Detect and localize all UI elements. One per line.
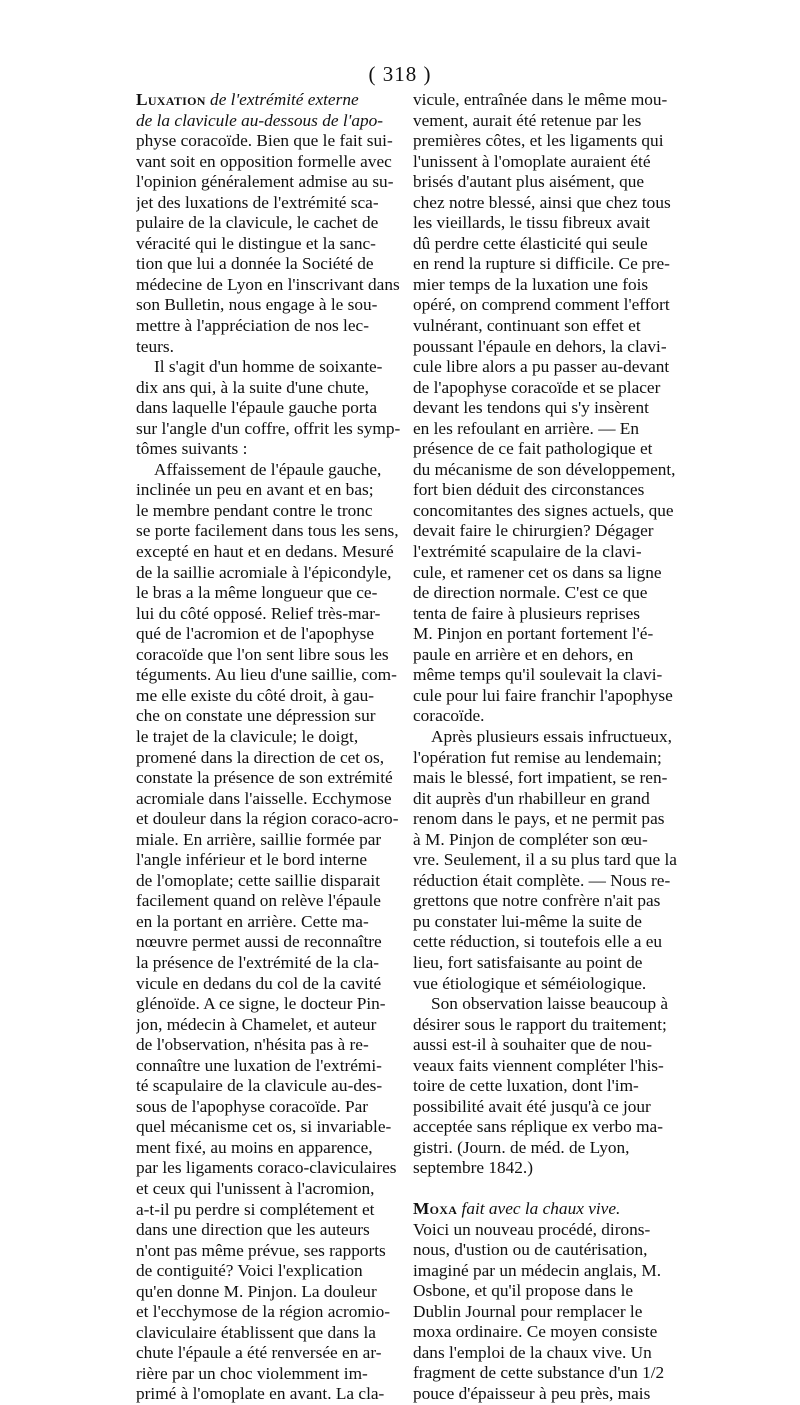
article-heading-luxation: Luxation — [136, 90, 206, 109]
text-line: ment fixé, au moins en apparence, — [136, 1137, 373, 1157]
text-line: devait faire le chirurgien? Dégager — [413, 521, 654, 541]
text-line: chez notre blessé, ainsi que chez tous — [413, 192, 671, 212]
text-line: même temps qu'il soulevait la clavi- — [413, 665, 663, 685]
text-line: tômes suivants : — [136, 439, 248, 459]
text-line: poussant l'épaule en dehors, la clavi- — [413, 336, 667, 356]
heading-subtitle: fait avec la chaux vive. — [461, 1198, 621, 1218]
text-line: dans une direction que les auteurs — [136, 1220, 370, 1240]
text-line: désirer sous le rapport du traitement; — [413, 1014, 667, 1034]
text-line: à M. Pinjon de compléter son œu- — [413, 829, 648, 849]
text-line: imaginé par un médecin anglais, M. — [413, 1260, 662, 1280]
text-line: dû perdre cette élasticité qui seule — [413, 233, 648, 253]
text-line: vement, aurait été retenue par les — [413, 110, 642, 130]
text-line: de l'omoplate; cette saillie disparait — [136, 870, 381, 890]
text-line: quel mécanisme cet os, si invariable- — [136, 1117, 392, 1137]
text-line: en la portant en arrière. Cette ma- — [136, 911, 369, 931]
text-line: gistri. (Journ. de méd. de Lyon, — [413, 1137, 630, 1157]
text-line: coracoïde que l'on sent libre sous les — [136, 644, 389, 664]
text-line: tion que lui a donnée la Société de — [136, 254, 374, 274]
page-number: ( 318 ) — [368, 62, 432, 86]
text-line: se porte facilement dans tous les sens, — [136, 521, 399, 541]
text-line: en rend la rupture si difficile. Ce pre- — [413, 254, 670, 274]
text-line: la présence de l'extrémité de la cla- — [136, 952, 379, 972]
text-line: possibilité avait été jusqu'à ce jour — [413, 1096, 651, 1116]
section-gap — [413, 1179, 677, 1199]
text-line: téguments. Au lieu d'une saillie, com- — [136, 665, 397, 685]
heading-subtitle: de l'extrémité externe — [210, 90, 359, 109]
text-line: septembre 1842.) — [413, 1158, 533, 1178]
text-line: premières côtes, et les ligaments qui — [413, 131, 664, 151]
text-line: claviculaire établissent que dans la — [136, 1322, 376, 1342]
text-line: rière par un choc violemment im- — [136, 1363, 368, 1383]
text-line: sous de l'apophyse coracoïde. Par — [136, 1096, 369, 1116]
text-line: Voici un nouveau procédé, dirons- — [413, 1219, 651, 1239]
text-line: miale. En arrière, saillie formée par — [136, 829, 382, 849]
text-line: de la clavicule au-dessous de l'apo- — [136, 110, 384, 130]
text-line: facilement quand on relève l'épaule — [136, 891, 381, 911]
text-line: Il s'agit d'un homme de soixante- — [154, 357, 383, 377]
text-line: médecine de Lyon en l'inscrivant dans — [136, 274, 400, 294]
text-line: promené dans la direction de cet os, — [136, 747, 385, 767]
text-line: renom dans le pays, et ne permit pas — [413, 809, 665, 829]
text-line: mais le blessé, fort impatient, se ren- — [413, 768, 668, 788]
text-line: aussi est-il à souhaiter que de nou- — [413, 1035, 652, 1055]
text-line: nœuvre permet aussi de reconnaître — [136, 932, 382, 952]
text-line: et ceux qui l'unissent à l'acromion, — [136, 1178, 375, 1198]
text-line: devant les tendons qui s'y insèrent — [413, 398, 649, 418]
text-line: qu'en donne M. Pinjon. La douleur — [136, 1281, 377, 1301]
text-line: cule libre alors a pu passer au-devant — [413, 357, 670, 377]
text-line: véracité qui le distingue et la sanc- — [136, 233, 376, 253]
text-line: vant soit en opposition formelle avec — [136, 151, 392, 171]
text-line: coracoïde. — [413, 706, 485, 726]
text-line: M. Pinjon en portant fortement l'é- — [413, 624, 654, 644]
text-line: mettre à l'appréciation de nos lec- — [136, 316, 369, 336]
article-heading-line — [136, 90, 400, 111]
text-line: nous, d'ustion ou de cautérisation, — [413, 1240, 648, 1260]
text-line: dans laquelle l'épaule gauche porta — [136, 398, 378, 418]
text-line: qué de l'acromion et de l'apophyse — [136, 624, 375, 644]
text-line: physe coracoïde. Bien que le fait sui- — [136, 131, 393, 151]
text-line: l'unissent à l'omoplate auraient été — [413, 151, 651, 171]
text-line: réduction était complète. — Nous re- — [413, 870, 671, 890]
text-line: n'ont pas même prévue, ses rapports — [136, 1240, 386, 1260]
text-line: dit auprès d'un rhabilleur en grand — [413, 788, 650, 808]
text-line: fort bien déduit des circonstances — [413, 480, 645, 500]
text-line: par les ligaments coraco-claviculaires — [136, 1158, 397, 1178]
text-line: Dublin Journal pour remplacer le — [413, 1301, 643, 1321]
text-line: fragment de cette substance d'un 1/2 — [413, 1363, 665, 1383]
text-line: acromiale dans l'aisselle. Ecchymose — [136, 788, 392, 808]
text-line: lui du côté opposé. Relief très-mar- — [136, 603, 381, 623]
text-line: vulnérant, continuant son effet et — [413, 316, 641, 336]
text-line: glénoïde. A ce signe, le docteur Pin- — [136, 994, 386, 1014]
text-line: cette réduction, si toutefois elle a eu — [413, 932, 663, 952]
text-line: primé à l'omoplate en avant. La cla- — [136, 1384, 385, 1404]
text-line: de l'apophyse coracoïde et se placer — [413, 377, 661, 397]
right-column-text — [413, 90, 677, 1404]
article-heading-line — [413, 1199, 677, 1220]
text-line: l'opinion généralement admise au su- — [136, 172, 394, 192]
text-line: les vieillards, le tissu fibreux avait — [413, 213, 651, 233]
text-line: Après plusieurs essais infructueux, — [431, 726, 672, 746]
text-line: le trajet de la clavicule; le doigt, — [136, 726, 359, 746]
text-line: sur l'angle d'un coffre, offrit les symp- — [136, 418, 400, 438]
text-line: mier temps de la luxation une fois — [413, 274, 649, 294]
text-line: Osbone, et qu'il propose dans le — [413, 1281, 634, 1301]
text-line: chute l'épaule a été renversée en ar- — [136, 1343, 382, 1363]
text-line: lieu, fort satisfaisante au point de — [413, 952, 643, 972]
text-line: le membre pendant contre le tronc — [136, 500, 373, 520]
text-line: che on constate une dépression sur — [136, 706, 376, 726]
text-line: inclinée un peu en avant et en bas; — [136, 480, 374, 500]
text-line: connaître une luxation de l'extrémi- — [136, 1055, 382, 1075]
text-line: son Bulletin, nous engage à le sou- — [136, 295, 378, 315]
text-line: et l'ecchymose de la région acromio- — [136, 1302, 391, 1322]
text-line: opéré, on comprend comment l'effort — [413, 295, 670, 315]
text-line: vicule en dedans du col de la cavité — [136, 973, 382, 993]
text-line: de direction normale. C'est ce que — [413, 583, 648, 603]
text-line: grettons que notre confrère n'ait pas — [413, 891, 661, 911]
text-line: vue étiologique et séméiologique. — [413, 973, 647, 993]
text-line: jon, médecin à Chamelet, et auteur — [136, 1014, 377, 1034]
text-line: brisés d'autant plus aisément, que — [413, 172, 645, 192]
text-line: excepté en haut et en dedans. Mesuré — [136, 542, 394, 562]
left-column — [136, 90, 400, 1405]
text-line: paule en arrière et en dehors, en — [413, 644, 634, 664]
text-line: a-t-il pu perdre si complétement et — [136, 1199, 375, 1219]
text-line: l'extrémité scapulaire de la clavi- — [413, 542, 642, 562]
text-line: acceptée sans réplique ex verbo ma- — [413, 1117, 663, 1137]
text-line: me elle existe du côté droit, à gau- — [136, 685, 375, 705]
text-line: dans l'emploi de la chaux vive. Un — [413, 1342, 652, 1362]
text-line: vre. Seulement, il a su plus tard que la — [413, 850, 677, 870]
text-line: veaux faits viennent compléter l'his- — [413, 1055, 664, 1075]
text-line: concomitantes des signes actuels, que — [413, 500, 674, 520]
text-line: dix ans qui, à la suite d'une chute, — [136, 377, 369, 397]
text-line: de contiguité? Voici l'explication — [136, 1261, 363, 1281]
text-line: et douleur dans la région coraco-acro- — [136, 809, 399, 829]
text-line: de la saillie acromiale à l'épicondyle, — [136, 562, 392, 582]
text-line: cule, et ramener cet os dans sa ligne — [413, 562, 662, 582]
text-line: Son observation laisse beaucoup à — [431, 994, 669, 1014]
text-line: pulaire de la clavicule, le cachet de — [136, 213, 379, 233]
article-heading-moxa: Moxa — [413, 1198, 458, 1218]
text-line: présence de ce fait pathologique et — [413, 439, 653, 459]
text-line: vicule, entraînée dans le même mou- — [413, 90, 668, 109]
text-line: teurs. — [136, 336, 174, 356]
text-line: du mécanisme de son développement, — [413, 459, 676, 479]
left-column-text — [136, 111, 400, 1405]
text-line: de l'observation, n'hésita pas à re- — [136, 1035, 369, 1055]
text-line: constate la présence de son extrémité — [136, 768, 393, 788]
text-line: l'angle inférieur et le bord interne — [136, 850, 368, 870]
right-column — [413, 90, 677, 1404]
text-line: l'opération fut remise au lendemain; — [413, 747, 662, 767]
text-line: en les refoulant en arrière. — En — [413, 418, 639, 438]
text-line: té scapulaire de la clavicule au-des- — [136, 1076, 383, 1096]
text-line: moxa ordinaire. Ce moyen consiste — [413, 1322, 658, 1342]
text-line: pouce d'épaisseur à peu près, mais — [413, 1383, 651, 1403]
text-line: le bras a la même longueur que ce- — [136, 583, 378, 603]
text-line: tenta de faire à plusieurs reprises — [413, 603, 640, 623]
text-line: pu constater lui-même la suite de — [413, 911, 642, 931]
text-line: toire de cette luxation, dont l'im- — [413, 1076, 639, 1096]
text-line: Affaissement de l'épaule gauche, — [154, 459, 382, 479]
text-line: cule pour lui faire franchir l'apophyse — [413, 685, 673, 705]
text-line: jet des luxations de l'extrémité sca- — [136, 192, 379, 212]
